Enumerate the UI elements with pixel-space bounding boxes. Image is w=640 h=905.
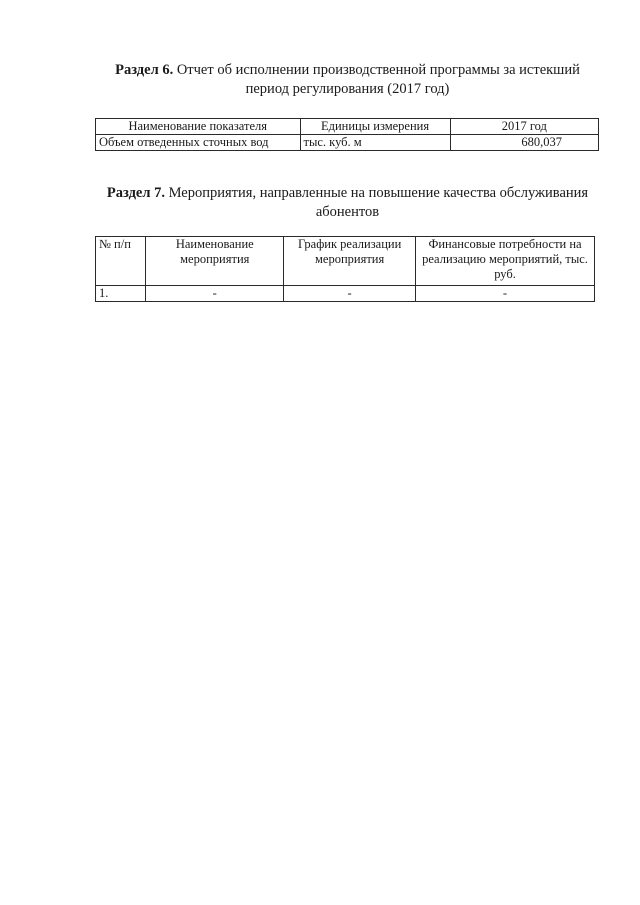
section-6-heading — [95, 61, 600, 99]
header-cell-year: 2017 год — [450, 119, 598, 135]
cell-measure-name: - — [146, 286, 284, 302]
cell-number: 1. — [96, 286, 146, 302]
cell-schedule: - — [284, 286, 416, 302]
section-6-title: Отчет об исполнении производственной программы за истекший период регулирования (2017 год) — [176, 62, 580, 97]
section-6-label: Раздел 6. — [115, 62, 174, 78]
section-7-title: Мероприятия, направленные на повышение качества обслуживания абонентов — [168, 185, 589, 220]
header-cell-measure-name: Наименование мероприятия — [146, 237, 284, 286]
cell-unit: тыс. куб. м — [300, 135, 450, 151]
production-program-report-table — [95, 118, 599, 151]
table-header-row — [96, 119, 599, 135]
table-row — [96, 135, 599, 151]
header-cell-financial-needs: Финансовые потребности на реализацию мероприятий, тыс. руб. — [416, 237, 595, 286]
cell-indicator: Объем отведенных сточных вод — [96, 135, 301, 151]
header-cell-unit: Единицы измерения — [300, 119, 450, 135]
section-7-label: Раздел 7. — [106, 185, 165, 201]
header-cell-number: № п/п — [96, 237, 146, 286]
header-cell-schedule: График реализации мероприятия — [284, 237, 416, 286]
section-7-heading — [95, 184, 600, 222]
cell-value: 680,037 — [450, 135, 598, 151]
table-header-row — [96, 237, 595, 286]
service-quality-measures-table — [95, 236, 595, 302]
header-cell-indicator: Наименование показателя — [96, 119, 301, 135]
table-row — [96, 286, 595, 302]
cell-financial-needs: - — [416, 286, 595, 302]
